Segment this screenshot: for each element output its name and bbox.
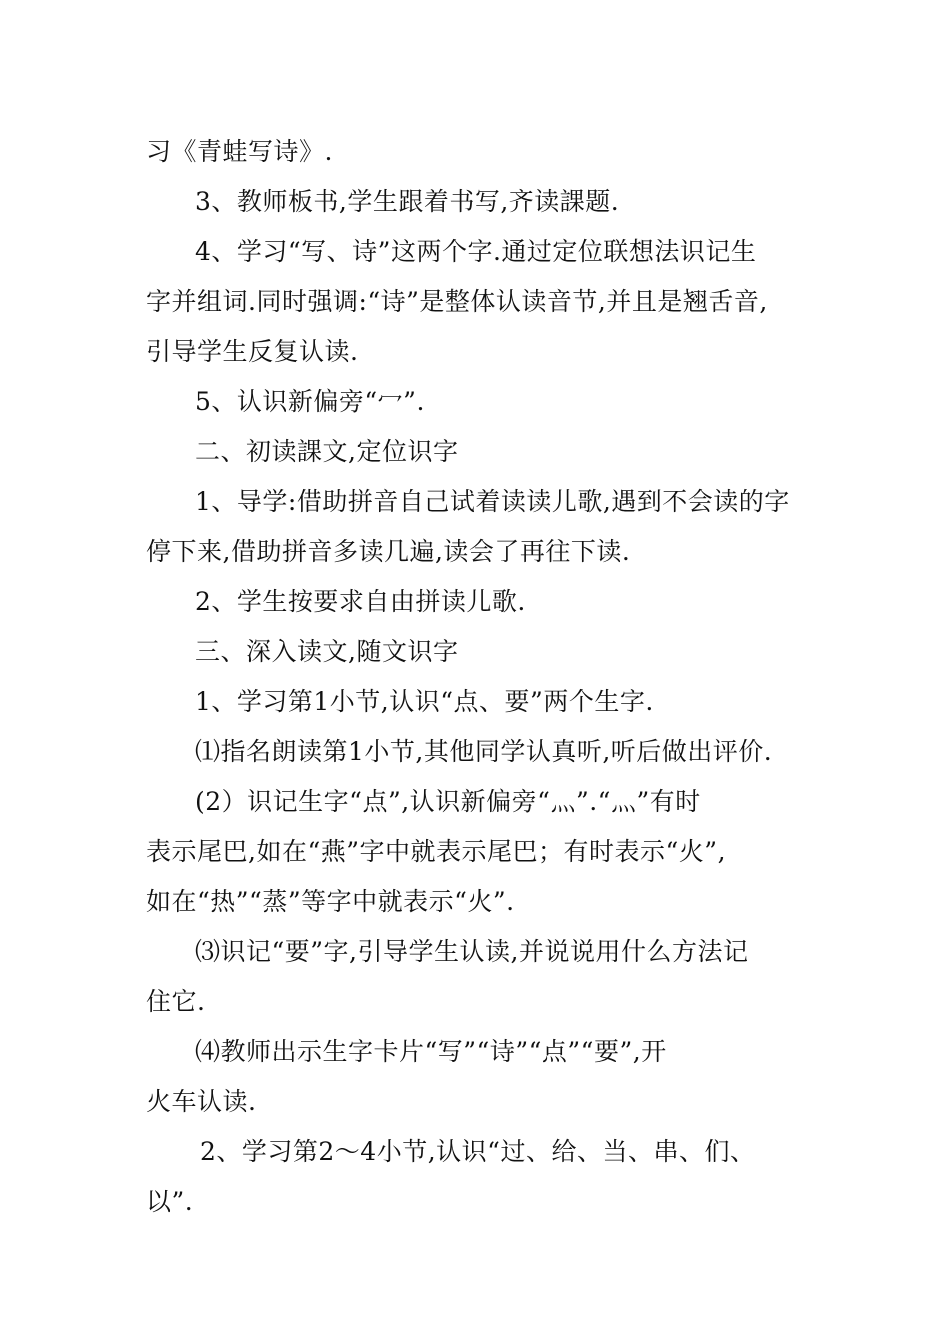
text-line-14: (2）识记生字“点”,认识新偏旁“灬”.“灬”有时 xyxy=(195,787,701,816)
section-heading-2: 二、初读課文,定位识字 xyxy=(195,437,459,466)
text-line-6: 5、认识新偏旁“冖”. xyxy=(195,387,425,416)
text-line-4: 字并组词.同时强调:“诗”是整体认读音节,并且是翘舌音, xyxy=(146,287,768,316)
text-line-15: 表示尾巴,如在“燕”字中就表示尾巴；有时表示“火”, xyxy=(146,837,727,866)
text-line-22: 以”. xyxy=(146,1187,194,1216)
text-line-17: ⑶识记“要”字,引导学生认读,并说说用什么方法记 xyxy=(195,937,749,966)
text-line-8: 1、导学:借助拼音自己试着读读儿歌,遇到不会读的字 xyxy=(195,487,790,516)
text-line-19: ⑷教师出示生字卡片“写”“诗”“点”“要”,开 xyxy=(195,1037,667,1066)
text-line-18: 住它. xyxy=(146,987,206,1016)
text-line-13: ⑴指名朗读第1小节,其他同学认真听,听后做出评价. xyxy=(195,737,773,766)
text-line-2: 3、教师板书,学生跟着书写,齐读課题. xyxy=(195,187,620,216)
text-line-3: 4、学习“写、诗”这两个字.通过定位联想法识记生 xyxy=(195,237,757,266)
text-line-10: 2、学生按要求自由拼读儿歌. xyxy=(195,587,526,616)
text-line-1: 习《青蛙写诗》. xyxy=(146,137,333,166)
text-line-16: 如在“热”“蒸”等字中就表示“火”. xyxy=(146,887,515,916)
text-line-9: 停下来,借助拼音多读几遍,读会了再往下读. xyxy=(146,537,631,566)
text-line-20: 火车认读. xyxy=(146,1087,257,1116)
section-heading-3: 三、深入读文,随文识字 xyxy=(195,637,459,666)
text-line-5: 引导学生反复认读. xyxy=(146,337,359,366)
text-line-21: 2、学习第2～4小节,认识“过、给、当、串、们、 xyxy=(200,1137,756,1166)
text-line-12: 1、学习第1小节,认识“点、要”两个生字. xyxy=(195,687,654,716)
